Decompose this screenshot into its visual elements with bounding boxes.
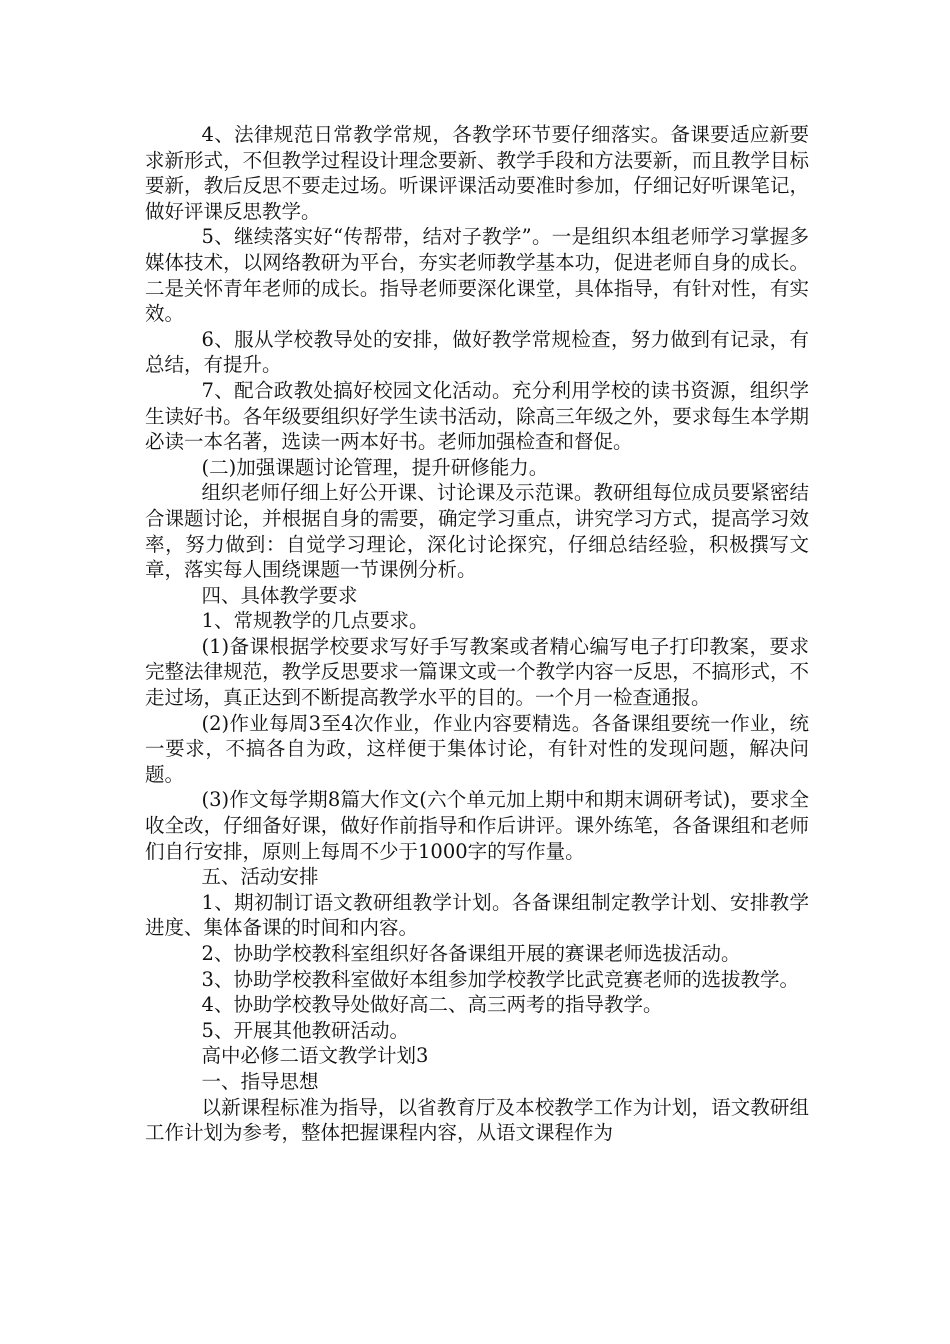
paragraph-item-6: 6、服从学校教导处的安排，做好教学常规检查，努力做到有记录，有总结，有提升。 <box>145 327 809 377</box>
activity-item-5: 5、开展其他教研活动。 <box>201 1018 409 1042</box>
activity-item-4: 4、协助学校教导处做好高二、高三两考的指导教学。 <box>201 993 663 1017</box>
section-heading-teaching-requirements: 四、具体教学要求 <box>201 583 358 607</box>
paragraph-composition: (3)作文每学期8篇大作文(六个单元加上期中和期末调研考试)，要求全收全改，仔细备好课，做好作前指导和作后讲评。课外练笔，各备课组和老师们自行安排，原则上每周不少于1000字的写作量。 <box>145 788 809 863</box>
paragraph-item-7: 7、配合政教处搞好校园文化活动。充分利用学校的读书资源，组织学生读好书。各年级要组织好学生读书活动，除高三年级之外，要求每生本学期必读一本名著，选读一两本好书。老师加强检查和督促。 <box>145 378 809 454</box>
paragraph-lesson-prep: (1)备课根据学校要求写好手写教案或者精心编写电子打印教案，要求完整法律规范，教学反思要求一篇课文或一个教学内容一反思，不搞形式，不走过场，真正达到不断提高教学水平的目的。一个月一检查通报。 <box>145 634 809 710</box>
paragraph-research-body: 组织老师仔细上好公开课、讨论课及示范课。教研组每位成员要紧密结合课题讨论，并根据自身的需要，确定学习重点，讲究学习方式，提高学习效率，努力做到：自觉学习理论，深化讨论探究，仔细总结经验，积极撰写文章，落实每人围绕课题一节课例分析。 <box>145 481 809 582</box>
document-title-plan-3: 高中必修二语文教学计划3 <box>201 1044 429 1068</box>
section-heading-activities: 五、活动安排 <box>201 865 319 889</box>
paragraph-guiding-ideology: 以新课程标准为指导，以省教育厅及本校教学工作为计划，语文教研组工作计划为参考，整体把握课程内容，从语文课程作为 <box>145 1095 809 1145</box>
activity-item-2: 2、协助学校教科室组织好各备课组开展的赛课老师选拔活动。 <box>201 942 741 965</box>
section-heading-guiding-ideology: 一、指导思想 <box>201 1069 319 1093</box>
paragraph-item-5: 5、继续落实好“传帮带，结对子教学”。一是组织本组老师学习掌握多媒体技术，以网络教研为平台，夯实老师教学基本功，促进老师自身的成长。二是关怀青年老师的成长。指导老师要深化课堂，具体指导，有针对性，有实效。 <box>145 225 809 326</box>
subheading-routine-teaching: 1、常规教学的几点要求。 <box>201 609 429 633</box>
paragraph-item-4: 4、法律规范日常教学常规，各教学环节要仔细落实。备课要适应新要求新形式，不但教学过程设计理念要新、教学手段和方法要新，而且教学目标要新，教后反思不要走过场。听课评课活动要准时参加，仔细记好听课笔记，做好评课反思教学。 <box>145 123 809 223</box>
document-body <box>145 122 809 1146</box>
activity-item-3: 3、协助学校教科室做好本组参加学校教学比武竞赛老师的选拔教学。 <box>201 967 799 991</box>
section-heading-research: (二)加强课题讨论管理，提升研修能力。 <box>201 455 549 479</box>
activity-item-1: 1、期初制订语文教研组教学计划。各备课组制定教学计划、安排教学进度、集体备课的时间和内容。 <box>145 890 809 940</box>
paragraph-homework: (2)作业每周3至4次作业，作业内容要精选。各备课组要统一作业，统一要求，不搞各自为政，这样便于集体讨论，有针对性的发现问题，解决问题。 <box>145 711 809 786</box>
